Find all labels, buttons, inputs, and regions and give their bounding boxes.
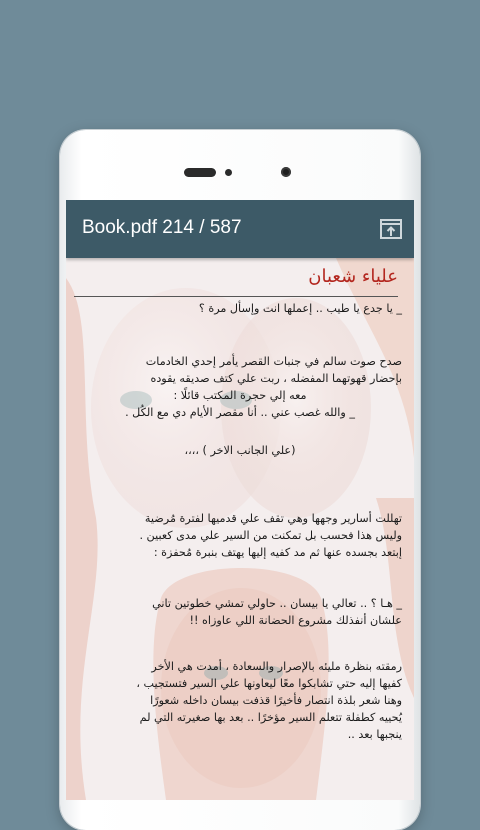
paragraph-2 (78, 353, 402, 421)
app-bar (66, 200, 414, 258)
text-line: علشان أنفذلك مشروع الحضانة اللي عاوزاه !! (189, 614, 402, 627)
paragraph-3 (78, 442, 402, 459)
text-line: _ هـا ؟ .. تعالي يا بيسان .. حاولي تمشي خطوتين تاني (152, 597, 402, 610)
open-external-button[interactable] (378, 216, 404, 242)
author-name: علياء شعبان (308, 266, 398, 287)
paragraph-5 (78, 595, 402, 629)
pdf-page[interactable] (66, 258, 414, 800)
phone-sensor (225, 169, 232, 176)
text-line: ينجبها بعد .. (347, 728, 402, 741)
phone-camera (281, 167, 291, 177)
text-line: صدح صوت سالم في جنبات القصر يأمر إحدي الخادمات (145, 355, 402, 368)
phone-screen (66, 200, 414, 800)
document-title (82, 217, 242, 239)
text-line: وهنا شعر بلذة انتصار فأخيرًا قذفت بيسان داخله شعورًا (150, 694, 402, 707)
text-line: إبتعد بجسده عنها ثم مد كفيه إليها يهتف بنبرة مُحفزة : (153, 546, 402, 559)
text-line: معه إلي حجرة المكتب قائلًا : (173, 389, 307, 402)
text-line: رمقته بنظرة مليئه بالإصرار والسعادة ، أمدت هي الأخر (151, 660, 402, 673)
text-line: (علي الجانب الاخر ) ،،،، (184, 444, 296, 457)
file-name: Book.pdf (82, 217, 157, 238)
divider (74, 296, 398, 297)
open-external-icon (378, 216, 404, 242)
paragraph-4 (78, 510, 402, 561)
text-line: كفيها إليه حتي تشابكوا معًا ليعاونها علي السير فتستجيب ، (136, 677, 402, 690)
text-line: بإحضار قهوتهما المفضله ، ربت علي كتف صديقه يقوده (150, 372, 402, 385)
text-line: تهللت أسارير وجهها وهي تقف علي قدميها لفترة مُرضية (144, 512, 402, 525)
page-indicator: 214 / 587 (162, 217, 242, 238)
text-line: يُحييه كطفلة تتعلم السير مؤخرًا .. بعد بها صغيرته التي لم (139, 711, 402, 724)
text-line: وليس هذا فحسب بل تمكنت من السير علي مدى كعبين . (139, 529, 402, 542)
text-line: _ يا جدع يا طيب .. إعملها انت وإسأل مرة ؟ (198, 302, 402, 315)
text-line: _ والله غصب عني .. أنا مقصر الأيام دي مع الكُل . (125, 406, 355, 419)
paragraph-6 (78, 658, 402, 743)
phone-speaker (184, 168, 216, 177)
paragraph-1 (78, 300, 402, 317)
